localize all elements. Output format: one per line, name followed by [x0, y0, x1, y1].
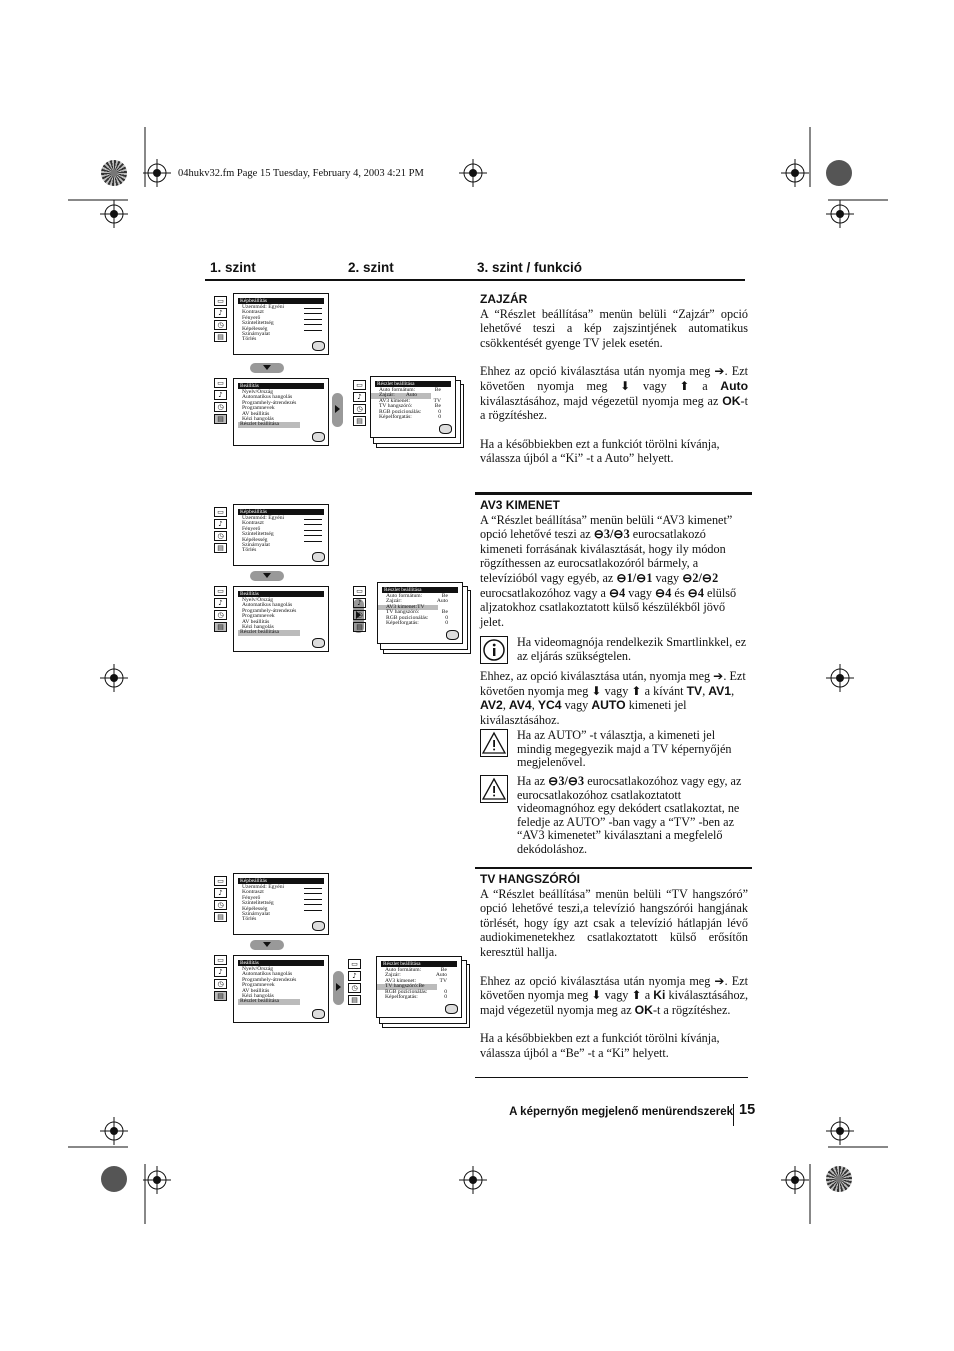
text: 3/: [558, 774, 568, 788]
menu-item: Programnevek: [242, 982, 275, 989]
toolbox-icon: ▤: [348, 995, 361, 1005]
detail-value: Auto: [405, 392, 417, 399]
menu-icon-column: [214, 586, 230, 634]
section-zajzar: [480, 292, 748, 466]
right-arrow-icon: [332, 393, 343, 427]
menu-icon-column: [353, 380, 369, 428]
picture-menu-panel: [233, 873, 329, 935]
menu-item: Kontraszt: [242, 309, 264, 316]
text: Ehhez, az opció kiválasztása után, nyomja meg: [480, 669, 711, 683]
text: kiválasztásához, majd végezetül nyomja meg az: [480, 988, 748, 1017]
picture-icon: ▭: [214, 876, 227, 886]
picture-icon: ▭: [214, 378, 227, 388]
menu-item: Színárnyalat: [242, 331, 270, 338]
setup-menu-title: Beállítás: [238, 960, 324, 966]
euro-connector-icon: ⊖: [636, 570, 647, 585]
menu-group-tv-speaker: [212, 873, 492, 1033]
menu-item: Színtelítettség: [242, 320, 274, 327]
sound-icon: ♪: [214, 390, 227, 400]
option-auto: Auto: [720, 378, 749, 393]
text: 3/: [603, 527, 614, 542]
euro-connector-icon: ⊖: [613, 527, 624, 542]
menu-item: Törlés: [242, 336, 257, 343]
file-info: 04hukv32.fm Page 15 Tuesday, February 4, 2003 4:21 PM: [178, 168, 424, 179]
detail-label: TV hangszóró:: [386, 609, 420, 616]
sound-icon: ♪: [214, 519, 227, 529]
setup-menu-panel: [233, 378, 329, 446]
menu-item-selected: Részlet beállítása: [238, 630, 300, 635]
detail-value: Be: [434, 403, 441, 410]
menu-item: Kontraszt: [242, 520, 264, 527]
option-av4: AV4: [508, 698, 532, 713]
ok-icon: [312, 1009, 325, 1019]
picture-menu-title: Képbeállítás: [238, 509, 324, 515]
text: eurocsatlakozóhoz vagy egy, az eurocsatlakozóhoz csatlakoztatott videomagnóhoz egy dekódert csatlakoztat, ne feledje az AUTO” -ban vagy a “TV” -ben az “AV3 kimenetet” kiválasztani a megfelelő dekódoláshoz.: [517, 774, 742, 856]
text: 1: [646, 570, 653, 585]
sound-icon: ♪: [214, 598, 227, 608]
menu-item: Programhely-átrendezés: [242, 399, 297, 406]
detail-value: Be: [441, 609, 448, 616]
ok-icon: [312, 921, 325, 931]
detail-item: [378, 621, 462, 626]
setup-menu-panel: [233, 586, 329, 652]
text: a: [702, 378, 708, 393]
detail-label: Képelforgatás:: [385, 994, 418, 1001]
detail-value: 0: [445, 620, 448, 627]
picture-icon: ▭: [353, 586, 366, 596]
text: a kívánt: [644, 683, 684, 698]
detail-label: RGB pozicionálás:: [386, 614, 429, 621]
right-arrow-icon: ➔: [714, 973, 725, 988]
footer-title: A képernyőn megjelenő menürendszerek: [509, 1106, 733, 1118]
detail-value: 0: [438, 414, 441, 421]
picture-menu-title: Képbeállítás: [238, 298, 324, 304]
toolbox-icon: ▤: [214, 622, 227, 632]
section-rule: [475, 1077, 748, 1078]
text: Ha az: [517, 774, 546, 788]
menu-item: Törlés: [242, 547, 257, 554]
note-text: [517, 775, 750, 857]
euro-connector-icon: ⊖: [567, 774, 579, 788]
menu-item: AV beállítás: [242, 618, 270, 625]
ok-icon: [439, 424, 452, 434]
sound-icon: ♪: [214, 888, 227, 898]
warning-note: [480, 775, 750, 857]
option-yc4: YC4: [537, 698, 562, 713]
detail-label: TV hangszóró:: [385, 983, 419, 990]
clock-icon: ◷: [214, 531, 227, 541]
right-arrow-icon: ➔: [714, 364, 725, 379]
menu-item: Fényerő: [242, 314, 261, 321]
euro-connector-icon: ⊖: [701, 570, 713, 585]
detail-label: Zajzár:: [386, 598, 402, 605]
footer-divider: [733, 1104, 734, 1126]
section-rule: [475, 492, 752, 495]
detail-menu-title: Részlet beállítása: [381, 961, 457, 967]
menu-item: Fényerő: [242, 894, 261, 901]
detail-value: Be: [418, 983, 425, 990]
video-icon: ⊖: [655, 585, 666, 600]
clock-icon: ◷: [353, 404, 366, 414]
detail-value: Be: [441, 593, 448, 599]
right-arrow-icon: ➔: [713, 669, 724, 683]
menu-icon-column: [214, 507, 230, 555]
paragraph: A “Részlet beállítása” menün belüli “TV hangszóró” opció lehetővé teszi,a televízió hangszórói hangjának törlését, hogy így azt csak a televízió hátlapján lévő audiokimenetekhez csatlakoztatott külső erősítőn keresztül hallja.: [480, 886, 748, 959]
section-title: ZAJZÁR: [480, 292, 528, 306]
detail-label: AV3 kimenet:: [385, 977, 417, 984]
up-arrow-icon: ⬆: [631, 683, 642, 698]
picture-icon: ▭: [214, 507, 227, 517]
picture-icon: ▭: [353, 380, 366, 390]
detail-item: [377, 995, 461, 1000]
detail-value: Auto: [435, 972, 447, 979]
menu-icon-column: [214, 378, 230, 426]
picture-menu-panel: [233, 293, 329, 355]
menu-item: AV beállítás: [242, 410, 270, 417]
toolbox-icon: ▤: [214, 332, 227, 342]
down-arrow-icon: [250, 571, 284, 581]
text: 3: [578, 774, 585, 788]
text: -t a rögzítéshez.: [480, 393, 748, 423]
menu-item: Programhely-átrendezés: [242, 976, 297, 983]
paragraph: A “Részlet beállítása” menün belüli “Zajzár” opció lehetővé teszi a kép zajszintjének automatikus csökkentését gyenge TV jelek esetén.: [480, 306, 748, 350]
sound-icon: ♪: [353, 598, 366, 608]
text: kiválasztásához, majd végezetül nyomja meg az: [480, 393, 719, 408]
text: 2/: [692, 570, 702, 585]
menu-item: Fényerő: [242, 525, 261, 532]
toolbox-icon: ▤: [214, 414, 227, 424]
text: kimeneti jel kiválasztásához.: [480, 698, 687, 727]
text: vagy: [604, 988, 629, 1003]
text: . Ezt követően nyomja meg: [480, 364, 749, 393]
option-tv: TV: [686, 683, 703, 698]
menu-icon-column: [214, 955, 230, 1003]
text: . Ezt követően nyomja meg: [480, 973, 749, 1003]
menu-item: Színtelítettség: [242, 900, 274, 907]
section-rule: [475, 867, 752, 869]
info-icon: [480, 636, 508, 664]
text: vagy: [604, 683, 629, 698]
paragraph: [480, 364, 748, 422]
section-tv-speaker: [480, 872, 748, 1061]
setup-menu-title: Beállítás: [238, 383, 324, 389]
menu-item-selected: Részlet beállítása: [238, 999, 300, 1004]
ok-icon: [446, 630, 459, 640]
sound-icon: ♪: [353, 392, 366, 402]
detail-label: RGB pozicionálás:: [385, 988, 428, 995]
detail-label: Zajzár:: [379, 392, 395, 399]
menu-item: Programnevek: [242, 405, 275, 412]
av3-instructions: [480, 669, 748, 727]
menu-item: Üzemmód: Egyéni: [242, 884, 285, 890]
menu-item: Automatikus hangolás: [242, 971, 293, 978]
menu-item: Üzemmód: Egyéni: [242, 304, 285, 310]
menu-icon-column: [214, 296, 230, 344]
ok-icon: [445, 1004, 458, 1014]
text: eurocsatlakozóhoz vagy a: [480, 585, 606, 600]
text: a: [644, 988, 651, 1003]
text: 2: [712, 570, 719, 585]
detail-item: [371, 415, 455, 420]
text: vagy: [643, 378, 667, 393]
paragraph: [480, 974, 748, 1018]
detail-label: Képelforgatás:: [386, 620, 419, 627]
menu-item: Programhely-átrendezés: [242, 607, 297, 614]
info-note: [480, 636, 750, 663]
ok-key: OK: [722, 393, 741, 408]
paragraph: Ha a későbbiekben ezt a funkciót törölni kívánja, válassza újból a “Ki” -t a Auto” helyett.: [480, 436, 720, 466]
setup-menu-panel: [233, 955, 329, 1023]
clock-icon: ◷: [353, 610, 366, 620]
picture-icon: ▭: [214, 955, 227, 965]
ok-icon: [312, 552, 325, 562]
menu-icon-column: [348, 959, 364, 1007]
menu-group-zajzar: [212, 293, 492, 453]
picture-icon: ▭: [214, 586, 227, 596]
detail-value: TV: [417, 603, 425, 610]
text: és: [674, 585, 685, 600]
text: eurocsatlakozó kimeneti forrásának kiválasztását, hogy ily módon rögzíthessen az eurocsatlakozóról bármely, a televízióból vagy egyéb, az: [480, 527, 726, 585]
detail-value: Be: [440, 967, 447, 973]
right-arrow-icon: [333, 971, 344, 1005]
menu-item: Nyelv/Ország: [242, 389, 274, 395]
menu-item: Automatikus hangolás: [242, 394, 293, 401]
up-arrow-icon: ⬆: [679, 378, 690, 393]
menu-item: Programnevek: [242, 613, 275, 620]
detail-label: Képelforgatás:: [379, 414, 412, 421]
detail-label: Auto formátum:: [379, 387, 416, 393]
svideo-icon: ⊖: [608, 585, 620, 600]
detail-value: 0: [438, 408, 441, 415]
slider-bars: [304, 308, 322, 335]
down-arrow-icon: [250, 940, 284, 950]
toolbox-icon: ▤: [353, 622, 366, 632]
detail-menu-panel: [376, 956, 462, 1018]
text: vagy: [564, 698, 589, 713]
warning-note: [480, 729, 750, 770]
detail-label: AV3 kimenet:: [386, 603, 418, 610]
euro-connector-icon: ⊖: [616, 570, 627, 585]
ok-icon: [312, 341, 325, 351]
paragraph: [480, 513, 748, 630]
down-arrow-icon: ⬇: [591, 988, 602, 1003]
menu-item: Automatikus hangolás: [242, 602, 293, 609]
detail-label: Auto formátum:: [385, 967, 422, 973]
text: Ehhez az opció kiválasztása után nyomja meg: [480, 364, 711, 379]
clock-icon: ◷: [214, 610, 227, 620]
euro-connector-icon: ⊖: [548, 774, 559, 788]
page-number: 15: [739, 1102, 756, 1118]
note-text: Ha az AUTO” -t választja, a kimeneti jel mindig megegyezik majd a TV képernyőjén megjelenővel.: [517, 728, 732, 770]
menu-item: Képélesség: [242, 536, 268, 543]
text: 4: [697, 585, 704, 600]
menu-icon-column: [214, 876, 230, 924]
picture-icon: ▭: [214, 296, 227, 306]
detail-value: Auto: [436, 598, 448, 605]
section-av3: [480, 498, 748, 629]
toolbox-icon: ▤: [214, 543, 227, 553]
text: 3: [623, 527, 630, 542]
text: vagy: [655, 570, 680, 585]
note-text: Ha videomagnója rendelkezik Smartlinkkel, ez az eljárás szükségtelen.: [517, 635, 747, 663]
menu-group-av3: [212, 504, 492, 664]
section-title: AV3 KIMENET: [480, 498, 560, 512]
menu-icon-column: [353, 586, 369, 634]
detail-label: RGB pozicionálás:: [379, 408, 422, 415]
setup-menu-title: Beállítás: [238, 591, 324, 597]
menu-item: Színárnyalat: [242, 542, 270, 549]
menu-item-selected: Részlet beállítása: [238, 422, 300, 427]
detail-value: TV: [439, 977, 447, 984]
column-header-level2: 2. szint: [348, 260, 394, 275]
text: A “Részlet beállítása” menün belüli “AV3 kimenet” opció lehetővé teszi az: [480, 512, 733, 542]
option-auto: AUTO: [591, 698, 626, 713]
detail-value: 0: [444, 988, 447, 995]
down-arrow-icon: ⬇: [591, 683, 602, 698]
detail-label: AV3 kimenet:: [379, 397, 411, 404]
euro-connector-icon: ⊖: [682, 570, 693, 585]
section-title: TV HANGSZÓRÓI: [480, 872, 581, 886]
down-arrow-icon: [250, 363, 284, 373]
detail-menu-panel: [370, 376, 456, 438]
picture-icon: ▭: [348, 959, 361, 969]
column-header-level3: 3. szint / funkció: [477, 260, 583, 275]
menu-item: AV beállítás: [242, 987, 270, 994]
menu-item: Kézi hangolás: [242, 416, 274, 423]
menu-item: Nyelv/Ország: [242, 966, 274, 972]
option-ki: Ki: [653, 988, 666, 1003]
clock-icon: ◷: [348, 983, 361, 993]
clock-icon: ◷: [214, 900, 227, 910]
text: Ehhez az opció kiválasztása után nyomja meg: [480, 973, 711, 988]
slider-bars: [304, 519, 322, 546]
text: 4: [619, 585, 626, 600]
sound-icon: ♪: [214, 308, 227, 318]
detail-label: TV hangszóró:: [379, 403, 413, 410]
clock-icon: ◷: [214, 402, 227, 412]
clock-icon: ◷: [214, 320, 227, 330]
toolbox-icon: ▤: [353, 416, 366, 426]
picture-menu-panel: [233, 504, 329, 566]
detail-label: Zajzár:: [385, 972, 401, 979]
detail-value: TV: [433, 397, 441, 404]
option-av2: AV2: [480, 698, 503, 713]
menu-item: Nyelv/Ország: [242, 597, 274, 603]
text: elülső aljzatokhoz csatlakoztatott külső készülékből jövő jelet.: [480, 585, 737, 629]
sound-icon: ♪: [348, 971, 361, 981]
menu-item: Színtelítettség: [242, 531, 274, 538]
option-av1: AV1: [708, 683, 732, 698]
column-header-level1: 1. szint: [210, 260, 256, 275]
detail-label: Auto formátum:: [386, 593, 423, 599]
detail-menu-panel: [377, 582, 463, 644]
detail-menu-title: Részlet beállítása: [375, 381, 451, 387]
menu-item: Kézi hangolás: [242, 624, 274, 631]
text: 4: [665, 585, 672, 600]
ok-key: OK: [634, 1002, 653, 1017]
text: vagy: [628, 585, 652, 600]
detail-value: Be: [434, 387, 441, 393]
text: . Ezt követően nyomja meg: [480, 669, 746, 698]
detail-value: 0: [445, 614, 448, 621]
slider-bars: [304, 888, 322, 915]
menu-item: Törlés: [242, 916, 257, 923]
ok-icon: [312, 638, 325, 648]
euro-connector-icon: ⊖: [593, 527, 604, 542]
down-arrow-icon: ⬇: [620, 378, 631, 393]
menu-item: Színárnyalat: [242, 911, 270, 918]
toolbox-icon: ▤: [214, 991, 227, 1001]
text: 1/: [626, 570, 637, 585]
warning-icon: [480, 729, 508, 757]
up-arrow-icon: ⬆: [631, 988, 642, 1003]
paragraph: Ehhez, az opció kiválasztása után, nyomja meg ➔. Ezt követően nyomja meg ⬇ vagy ⬆ a kívánt TV, AV1, AV2, AV4, YC4 vagy AUTO kimeneti jel kiválasztásához.: [480, 669, 746, 727]
sound-icon: ♪: [214, 967, 227, 977]
menu-item: Képélesség: [242, 325, 268, 332]
menu-item: Kontraszt: [242, 889, 264, 896]
detail-menu-title: Részlet beállítása: [382, 587, 458, 593]
text: -t a rögzítéshez.: [652, 1002, 731, 1017]
menu-item: Képélesség: [242, 905, 268, 912]
toolbox-icon: ▤: [214, 912, 227, 922]
paragraph: Ha a későbbiekben ezt a funkciót törölni kívánja, válassza újból a “Be” -t a “Ki” helyett.: [480, 1031, 720, 1060]
clock-icon: ◷: [214, 979, 227, 989]
picture-menu-title: Képbeállítás: [238, 878, 324, 884]
ok-icon: [312, 432, 325, 442]
warning-icon: [480, 775, 508, 803]
menu-item: Üzemmód: Egyéni: [242, 515, 285, 521]
detail-value: 0: [444, 994, 447, 1001]
audio-icon: ⊖: [687, 585, 698, 600]
header-rule: [205, 279, 745, 281]
menu-item: Kézi hangolás: [242, 993, 274, 1000]
